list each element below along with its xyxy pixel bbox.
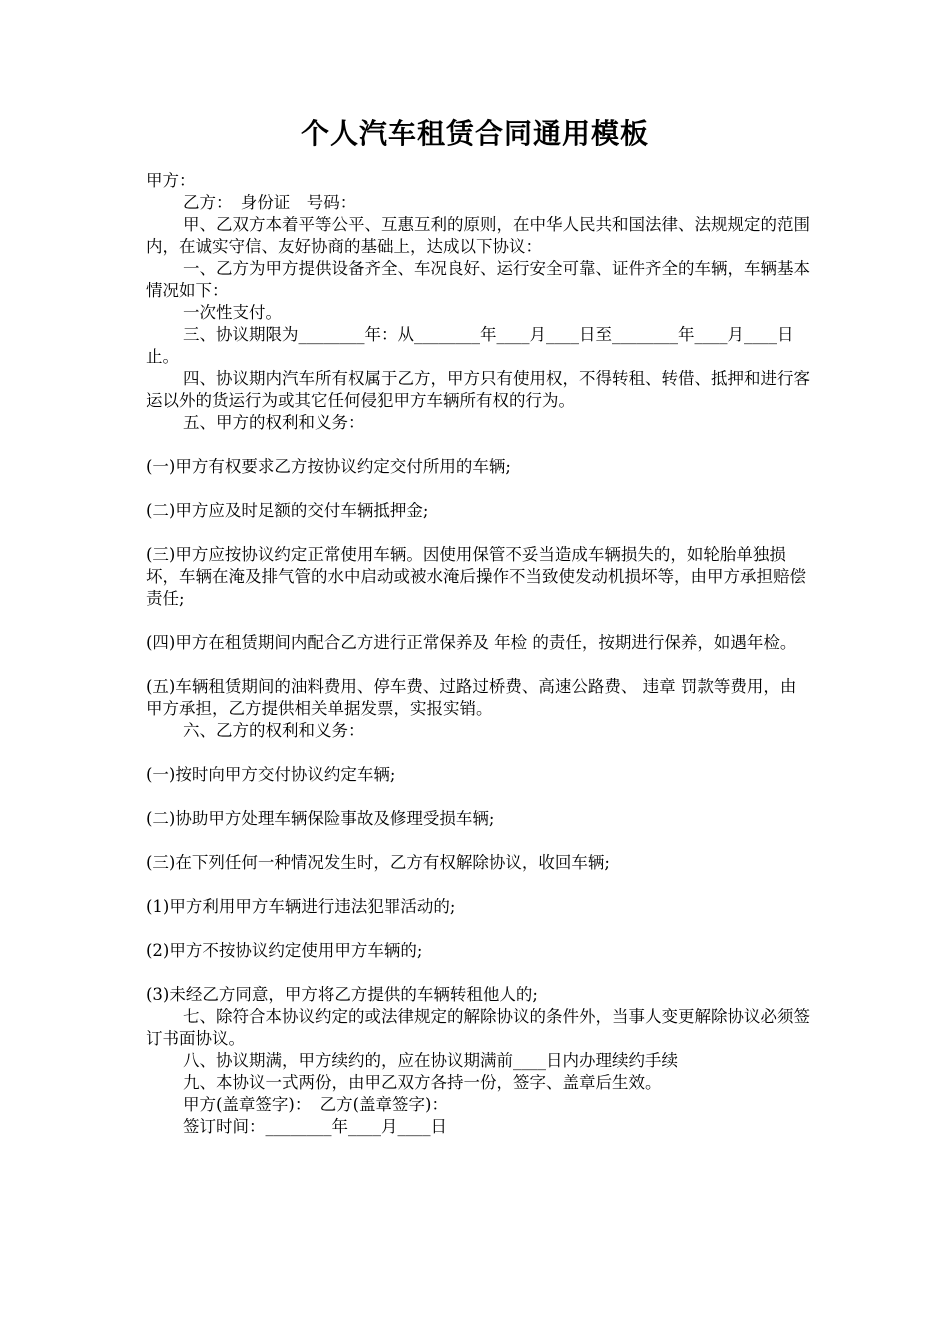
clause-6-item-2: (二)协助甲方处理车辆保险事故及修理受损车辆; bbox=[146, 809, 495, 828]
clause-6-item-3: (三)在下列任何一种情况发生时，乙方有权解除协议，收回车辆; bbox=[146, 853, 610, 872]
clause-3-term: 三、协议期限为________年：从________年____月____日至________年____月____日止。 bbox=[146, 325, 794, 366]
clause-1: 一、乙方为甲方提供设备齐全、车况良好、运行安全可靠、证件齐全的车辆，车辆基本情况如下： bbox=[146, 259, 810, 300]
termination-case-3: (3)未经乙方同意，甲方将乙方提供的车辆转租他人的; bbox=[146, 985, 538, 1004]
clause-7: 七、除符合本协议约定的或法律规定的解除协议的条件外，当事人变更解除协议必须签订书面协议。 bbox=[146, 1007, 810, 1048]
party-a-line: 甲方： bbox=[146, 171, 196, 190]
signing-date-line: 签订时间：________年____月____日 bbox=[183, 1117, 447, 1136]
clause-9: 九、本协议一式两份，由甲乙双方各持一份，签字、盖章后生效。 bbox=[183, 1073, 662, 1092]
preamble-paragraph: 甲、乙双方本着平等公平、互惠互利的原则，在中华人民共和国法律、法规规定的范围内，在诚实守信、友好协商的基础上，达成以下协议： bbox=[146, 215, 810, 256]
payment-line: 一次性支付。 bbox=[183, 303, 282, 322]
clause-5-item-2: (二)甲方应及时足额的交付车辆抵押金; bbox=[146, 501, 429, 520]
signature-line: 甲方(盖章签字)： 乙方(盖章签字)： bbox=[183, 1095, 448, 1114]
clause-5-item-5: (五)车辆租赁期间的油料费用、停车费、过路过桥费、高速公路费、 违章 罚款等费用，由甲方承担，乙方提供相关单据发票，实报实销。 bbox=[146, 677, 797, 718]
termination-case-1: (1)甲方利用甲方车辆进行违法犯罪活动的; bbox=[146, 897, 456, 916]
document-body bbox=[146, 170, 810, 1138]
clause-6-heading: 六、乙方的权利和义务： bbox=[183, 721, 365, 740]
party-b-line: 乙方： 身份证 号码： bbox=[183, 193, 357, 212]
document-title: 个人汽车租赁合同通用模板 bbox=[300, 117, 649, 150]
clause-8: 八、协议期满，甲方续约的，应在协议期满前____日内办理续约手续 bbox=[183, 1051, 678, 1070]
clause-5-heading: 五、甲方的权利和义务： bbox=[183, 413, 365, 432]
clause-5-item-1: (一)甲方有权要求乙方按协议约定交付所用的车辆; bbox=[146, 457, 511, 476]
clause-5-item-4: (四)甲方在租赁期间内配合乙方进行正常保养及 年检 的责任，按期进行保养，如遇年检。 bbox=[146, 633, 797, 652]
clause-6-item-1: (一)按时向甲方交付协议约定车辆; bbox=[146, 765, 396, 784]
clause-5-item-3: (三)甲方应按协议约定正常使用车辆。因使用保管不妥当造成车辆损失的，如轮胎单独损坏，车辆在淹及排气管的水中启动或被水淹后操作不当致使发动机损坏等，由甲方承担赔偿责任; bbox=[146, 545, 806, 608]
clause-4-ownership: 四、协议期内汽车所有权属于乙方，甲方只有使用权，不得转租、转借、抵押和进行客运以外的货运行为或其它任何侵犯甲方车辆所有权的行为。 bbox=[146, 369, 810, 410]
termination-case-2: (2)甲方不按协议约定使用甲方车辆的; bbox=[146, 941, 423, 960]
